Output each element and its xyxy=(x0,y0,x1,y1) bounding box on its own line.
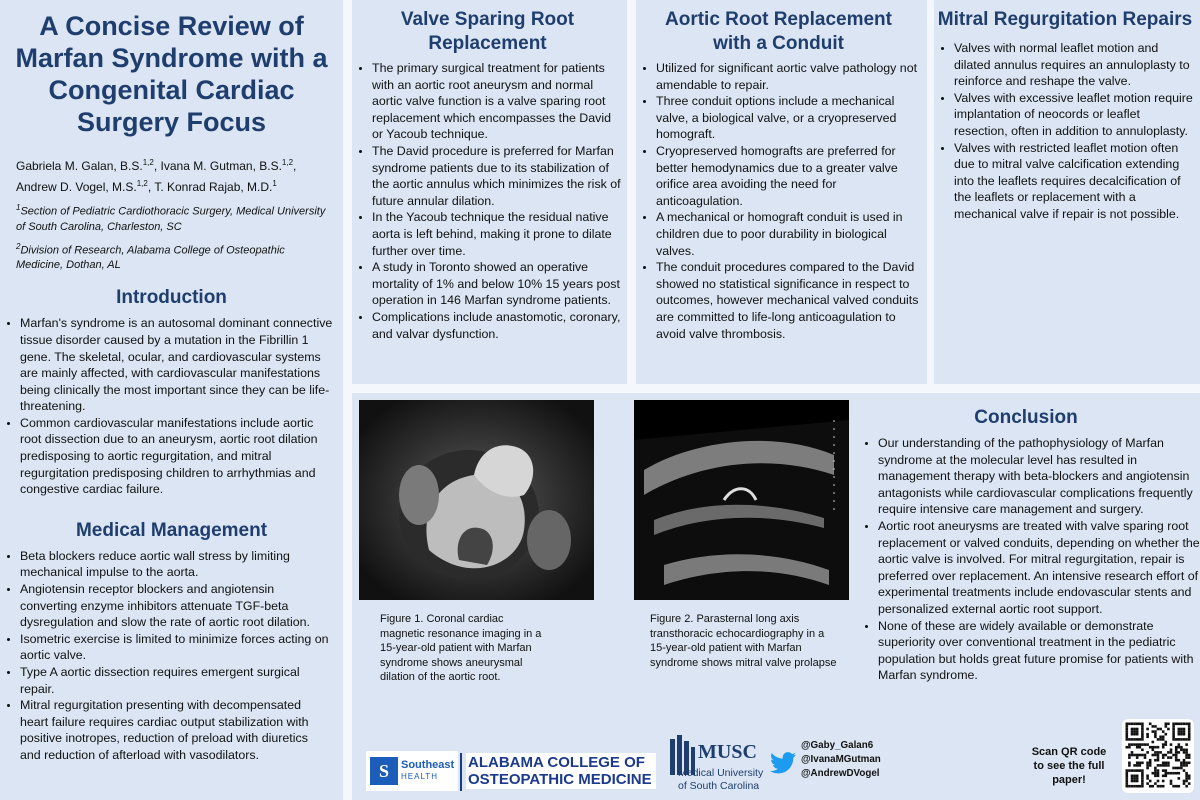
qr-code-graphic xyxy=(1122,719,1194,793)
list-item: • The primary surgical treatment for patients with an aortic root aneurysm and normal aortic valve function is a valve sparing root replacement which encompasses the David or Yacoub technique. xyxy=(372,60,623,143)
list-item: • None of these are widely available or demonstrate superiority over conventional treatment in the pediatric population but holds great future promise for patients with Marfan syndrome. xyxy=(878,618,1200,684)
figure1-mri-image xyxy=(359,400,594,600)
valve-sparing-heading: Valve Sparing Root Replacement xyxy=(400,9,575,54)
affiliation-sup: 2 xyxy=(16,241,21,251)
acom-line1: ALABAMA COLLEGE OF xyxy=(468,754,645,771)
logo-divider xyxy=(460,753,462,791)
figure2-caption: Figure 2. Parasternal long axis transthoracic echocardiography in a 15-year-old patient with Marfan syndrome shows mitral valve prolapse xyxy=(650,613,837,669)
valve-sparing-list xyxy=(352,60,623,342)
conclusion-heading: Conclusion xyxy=(974,407,1078,428)
author-list: Gabriela M. Galan, B.S.$^{1,2}$, Ivana M. Gutman, B.S.$^{1,2}$, Andrew D. Vogel, M.S.$^{1,2}$, T. Konrad Rajab, M.D.$^1$ xyxy=(16,158,297,194)
poster-title: A Concise Review of Marfan Syndrome with a Congenital Cardiac Surgery Focus xyxy=(15,11,328,137)
conduit-list xyxy=(636,60,921,342)
twitter-handle[interactable]: @IvanaMGutman xyxy=(801,754,881,765)
qr-code[interactable] xyxy=(1122,719,1194,793)
list-item: • Three conduit options include a mechanical valve, a biological valve, or a cryopreserved homograft. xyxy=(656,93,921,143)
list-item: • Our understanding of the pathophysiology of Marfan syndrome at the molecular level has resulted in management therapy with beta-blockers and angiotensin antagonists while cardiovascular complications frequently require intensive care management and surgery. xyxy=(878,435,1200,518)
acom-logo xyxy=(466,753,656,789)
affiliation xyxy=(0,239,343,274)
qr-text: Scan QR code to see the full paper! xyxy=(1031,746,1107,786)
twitter-handles xyxy=(801,739,881,781)
left-column-panel xyxy=(0,0,343,800)
twitter-handle[interactable]: @AndrewDVogel xyxy=(801,768,880,779)
list-item: • Isometric exercise is limited to minimize forces acting on aortic valve. xyxy=(20,631,331,664)
list-item: • Aortic root aneurysms are treated with valve sparing root replacement or valved conduits, depending on whether the aortic valve is involved. For mitral regurgitation, repair is preferred over replacement. An intensive research effort of experimental treatments include endovascular stents and personalized external aortic root support. xyxy=(878,518,1200,618)
list-item: • Marfan's syndrome is an autosomal dominant connective tissue disorder caused by a mutation in the Fibrillin 1 gene. The skeletal, ocular, and cardiovascular systems are mainly affected, with cardiovascular manifestations being clinically the most important since they can be life-threatening. xyxy=(20,315,333,415)
author-name: Gabriela M. Galan, B.S. xyxy=(16,159,143,173)
affiliation-sup: 1 xyxy=(16,203,21,212)
management-list xyxy=(0,548,343,764)
author-affiliation-sup: 1,2 xyxy=(136,179,148,188)
list-item: • In the Yacoub technique the residual native aorta is left behind, making it prone to dilate further over time. xyxy=(372,209,623,259)
musc-abbr: MUSC xyxy=(698,741,757,763)
introduction-list xyxy=(0,315,343,498)
list-item: • Beta blockers reduce aortic wall stress by limiting mechanical impulse to the aorta. xyxy=(20,548,331,581)
conduit-heading: Aortic Root Replacement with a Conduit xyxy=(665,9,892,54)
management-heading: Medical Management xyxy=(75,519,268,541)
figure1-caption: Figure 1. Coronal cardiac magnetic resonance imaging in a 15-year-old patient with Marfan syndrome shows aneurysmal dilation of the aortic root. xyxy=(380,613,542,683)
bottom-panel xyxy=(352,393,1200,800)
list-item: • Angiotensin receptor blockers and angiotensin converting enzyme inhibitors attenuate TGF-beta dysregulation and slow the rate of aortic root dilation. xyxy=(20,581,331,631)
echo-illustration xyxy=(634,400,849,600)
list-item: • The conduit procedures compared to the David showed no statistical significance in respect to outcomes, however mechanical valved conduits are committed to life-long anticoagulation to avoid valve thrombosis. xyxy=(656,259,921,342)
affiliation-text: Division of Research, Alabama College of Osteopathic Medicine, Dothan, AL xyxy=(16,244,285,272)
mitral-list xyxy=(934,40,1196,223)
author-affiliation-sup: 1,2 xyxy=(142,158,154,167)
list-item: • Common cardiovascular manifestations include aortic root dissection due to an aneurysm, aortic root dilation predisposing to aortic regurgitation, and mitral regurgitation predisposing children to arrhythmias and congestive cardiac failure. xyxy=(20,415,333,498)
health-label: HEALTH xyxy=(401,772,438,781)
list-item: • Valves with excessive leaflet motion require implantation of neocords or leaflet resection, often in addition to annuloplasty. xyxy=(954,90,1196,140)
list-item: • Complications include anastomotic, coronary, and valvar dysfunction. xyxy=(372,309,623,342)
conduit-panel xyxy=(636,0,927,384)
se-mark-icon: S xyxy=(370,757,398,785)
twitter-handle[interactable]: @Gaby_Galan6 xyxy=(801,740,874,751)
list-item: • A mechanical or homograft conduit is used in children due to poor durability in biological valves. xyxy=(656,209,921,259)
list-item: • Mitral regurgitation presenting with decompensated heart failure requires cardiac output stabilization with positive inotropes, reduction of preload with diuretics and reduction of afterload with vasodilators. xyxy=(20,697,331,763)
list-item: • A study in Toronto showed an operative mortality of 1% and below 10% 15 years post operation in 146 Marfan syndrome patients. xyxy=(372,259,623,309)
list-item: • Valves with normal leaflet motion and dilated annulus requires an annuloplasty to reinforce and reshape the valve. xyxy=(954,40,1196,90)
affiliation-text: Section of Pediatric Cardiothoracic Surgery, Medical University of South Carolina, Charleston, SC xyxy=(16,205,326,233)
musc-logo xyxy=(668,733,764,795)
twitter-icon xyxy=(770,752,796,774)
figure2-echo-image xyxy=(634,400,849,600)
southeast-health-logo xyxy=(366,751,458,791)
list-item: • Valves with restricted leaflet motion often due to mitral valve calcification extending into the leaflets requires decalcification of the leaflets or replacement with a mechanical valve if repair is not possible. xyxy=(954,140,1196,223)
mitral-panel xyxy=(934,0,1200,384)
affiliation-list xyxy=(0,200,343,273)
musc-line2: of South Carolina xyxy=(678,780,760,792)
list-item: • Cryopreserved homografts are preferred for better hemodynamics due to a greater valve orifice area avoiding the need for anticoagulation. xyxy=(656,143,921,209)
author-name: T. Konrad Rajab, M.D. xyxy=(154,180,273,194)
southeast-label: Southeast xyxy=(401,759,455,771)
conclusion-list xyxy=(858,435,1200,684)
author-affiliation-sup: 1,2 xyxy=(281,158,294,167)
affiliation xyxy=(0,200,343,235)
list-item: • Utilized for significant aortic valve pathology not amendable to repair. xyxy=(656,60,921,93)
acom-line2: OSTEOPATHIC MEDICINE xyxy=(468,771,652,788)
author-name: Andrew D. Vogel, M.S. xyxy=(16,180,137,194)
valve-sparing-panel xyxy=(352,0,627,384)
author-affiliation-sup: 1 xyxy=(272,179,277,188)
mitral-heading: Mitral Regurgitation Repairs xyxy=(937,9,1193,30)
introduction-heading: Introduction xyxy=(116,287,227,309)
author-name: Ivana M. Gutman, B.S. xyxy=(160,159,282,173)
list-item: • The David procedure is preferred for Marfan syndrome patients due to its stabilization of the aortic annulus which minimizes the risk of future annular dilation. xyxy=(372,143,623,209)
mri-illustration xyxy=(359,400,594,600)
list-item: • Type A aortic dissection requires emergent surgical repair. xyxy=(20,664,331,697)
musc-line1: Medical University xyxy=(678,767,764,779)
